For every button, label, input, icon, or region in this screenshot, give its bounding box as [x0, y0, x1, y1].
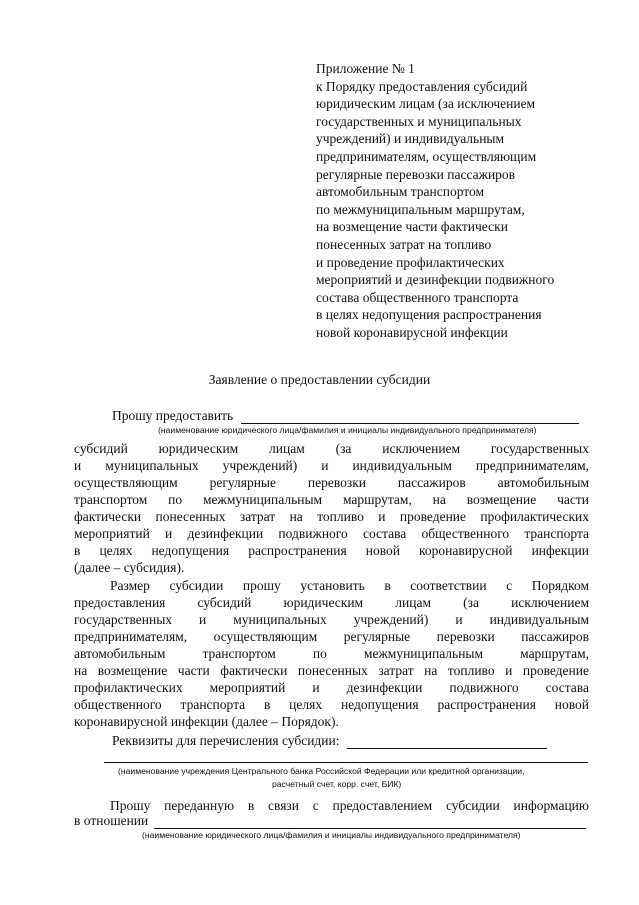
- annex-line: в целях недопущения распространения: [316, 307, 542, 323]
- annex-line: новой коронавирусной инфекции: [316, 324, 508, 340]
- annex-line: понесенных затрат на топливо: [316, 236, 492, 252]
- amount-line: коронавирусной инфекции (далее – Порядок).: [74, 714, 339, 729]
- requisites-note: расчетный счет, корр. счет, БИК): [272, 779, 402, 789]
- amount-line: на возмещение части фактически понесенных затрат на топливо и проведение: [74, 663, 589, 678]
- annex-block: [316, 60, 616, 342]
- request-line: и муниципальных учреждений) и индивидуальным предпринимателям,: [74, 458, 589, 473]
- recipient-name-note: (наименование юридического лица/фамилия и инициалы индивидуального предпринимателя): [142, 830, 521, 840]
- annex-line: предпринимателям, осуществляющим: [316, 148, 537, 164]
- requisites-lead: Реквизиты для перечисления субсидии:: [112, 733, 340, 748]
- annex-line: к Порядку предоставления субсидий: [316, 78, 528, 94]
- transfer-lead: в отношении: [74, 813, 149, 828]
- amount-line: Размер субсидии прошу установить в соответствии с Порядком: [110, 578, 589, 593]
- transfer-line: Прошу переданную в связи с предоставлением субсидии информацию: [110, 798, 589, 813]
- amount-line: общественного транспорта в целях недопущения распространения новой: [74, 697, 589, 712]
- requisites-line[interactable]: [104, 762, 588, 763]
- annex-line: Приложение № 1: [316, 61, 415, 76]
- amount-line: предоставления субсидий юридическим лицам (за исключением: [74, 595, 589, 610]
- annex-line: состава общественного транспорта: [316, 289, 519, 305]
- amount-line: профилактических мероприятий и дезинфекции подвижного состава: [74, 680, 589, 695]
- amount-line: предпринимателям, осуществляющим регулярные перевозки пассажиров: [74, 629, 589, 644]
- transfer-lead-row: [74, 813, 586, 829]
- applicant-name-note: (наименование юридического лица/фамилия и инициалы индивидуального предпринимателя): [158, 425, 537, 435]
- annex-line: автомобильным транспортом: [316, 184, 485, 200]
- requisites-lead-row: [112, 733, 547, 749]
- annex-line: и проведение профилактических: [316, 254, 505, 270]
- annex-line: мероприятий и дезинфекции подвижного: [316, 272, 555, 288]
- annex-line: регулярные перевозки пассажиров: [316, 166, 516, 182]
- recipient-name-field[interactable]: [154, 815, 586, 829]
- requisites-field[interactable]: [347, 735, 547, 749]
- document-title: Заявление о предоставлении субсидии: [208, 372, 431, 387]
- annex-line: государственных и муниципальных: [316, 113, 522, 129]
- requisites-note: (наименование учреждения Центрального банка Российской Федерации или кредитной организации,: [118, 766, 525, 776]
- request-line: мероприятий и дезинфекции подвижного состава общественного транспорта: [74, 526, 589, 541]
- request-line: (далее – субсидия).: [74, 560, 185, 575]
- amount-line: автомобильным транспортом по межмуниципальным маршрутам,: [74, 646, 589, 661]
- request-lead: Прошу предоставить: [112, 408, 234, 423]
- request-lead-row: [112, 408, 579, 424]
- request-line: в целях недопущения распространения новой коронавирусной инфекции: [74, 543, 589, 558]
- applicant-name-field[interactable]: [241, 410, 579, 424]
- annex-line: по межмуниципальным маршрутам,: [316, 201, 525, 217]
- request-line: транспортом по межмуниципальным маршрутам, на возмещение части: [74, 492, 589, 507]
- request-line: осуществляющим регулярные перевозки пассажиров автомобильным: [74, 475, 589, 490]
- annex-line: учреждений) и индивидуальным: [316, 131, 505, 147]
- request-line: фактически понесенных затрат на топливо и проведение профилактических: [74, 509, 589, 524]
- amount-line: государственных и муниципальных учреждений) и индивидуальным: [74, 612, 589, 627]
- annex-line: юридическим лицам (за исключением: [316, 96, 536, 112]
- request-line: субсидий юридическим лицам (за исключением государственных: [74, 441, 589, 456]
- annex-line: на возмещение части фактически: [316, 219, 508, 235]
